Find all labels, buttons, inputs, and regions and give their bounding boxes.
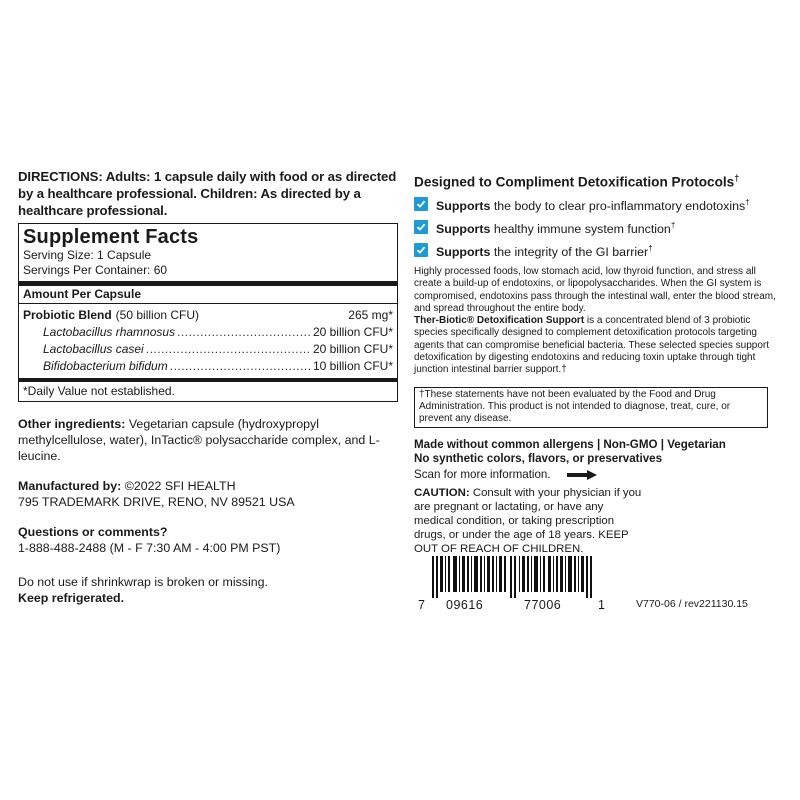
- benefit-item: [414, 195, 786, 214]
- caution-label: CAUTION:: [414, 487, 470, 500]
- benefit-bold: Supports: [436, 198, 491, 213]
- benefit-bold: Supports: [436, 244, 491, 259]
- left-column: [18, 168, 398, 606]
- dagger-mark: †: [745, 197, 750, 207]
- ingredient-amount: 20 billion CFU*: [312, 325, 393, 339]
- supplement-facts-title: Supplement Facts: [23, 226, 199, 248]
- other-ingredients-label: Other ingredients:: [18, 417, 126, 431]
- ingredient-row: [23, 341, 393, 358]
- scan-prompt: [414, 468, 786, 482]
- manufacturer-label: Manufactured by:: [18, 479, 122, 493]
- servings-per-container: Servings Per Container: 60: [23, 263, 168, 277]
- version-code: V770-06 / rev221130.15: [636, 598, 748, 610]
- barcode-digit-first: 7: [418, 598, 426, 612]
- dagger-mark: †: [734, 173, 740, 183]
- leader-dots: [170, 358, 311, 375]
- benefit-item: [414, 241, 786, 260]
- storage-block: [18, 574, 398, 606]
- description-paragraph: [414, 266, 786, 377]
- checkmark-icon: [414, 243, 428, 257]
- dagger-mark: †: [648, 243, 653, 253]
- checkmark-icon: [414, 197, 428, 211]
- questions-label: Questions or comments?: [18, 525, 168, 539]
- allergen-info: [414, 438, 786, 466]
- barcode-icon: [428, 556, 608, 598]
- benefit-bold: Supports: [436, 221, 491, 236]
- ingredient-name: Lactobacillus rhamnosus: [43, 325, 176, 339]
- benefit-item: [414, 218, 786, 237]
- blend-amount: 265 mg*: [348, 308, 393, 322]
- probiotic-blend-row: [23, 307, 393, 324]
- shrinkwrap-warning: Do not use if shrinkwrap is broken or missing.: [18, 575, 268, 589]
- blend-name: Probiotic Blend: [23, 308, 112, 322]
- barcode-group-right: 77006: [524, 598, 562, 612]
- other-ingredients: [18, 416, 398, 464]
- directions-text: DIRECTIONS: Adults: 1 capsule daily with food or as directed by a healthcare professional. Children: As directed by a healthcare professional.: [18, 169, 397, 218]
- fda-disclaimer: †These statements have not been evaluated by the Food and Drug Administration. This product is not intended to diagnose, treat, cure, or prevent any disease.: [414, 387, 768, 429]
- right-column: [414, 168, 786, 556]
- manufacturer-name: ©2022 SFI HEALTH: [121, 479, 236, 493]
- serving-size: Serving Size: 1 Capsule: [23, 248, 152, 262]
- caution-text: Consult with your physician if you are pregnant or lactating, or have any medical condition, or taking prescription drugs, or under the age of 18 years. KEEP OUT OF REACH OF CHILDREN.: [414, 487, 642, 556]
- product-name: Ther-Biotic® Detoxification Support: [414, 315, 585, 327]
- blend-cfu: (50 billion CFU): [115, 308, 200, 322]
- benefit-text: the integrity of the GI barrier: [490, 244, 649, 259]
- ingredient-name: Bifidobacterium bifidum: [43, 359, 168, 373]
- ingredient-amount: 10 billion CFU*: [312, 359, 393, 373]
- allergen-line-2: No synthetic colors, flavors, or preservatives: [414, 452, 663, 466]
- amount-per-capsule-header: Amount Per Capsule: [23, 287, 142, 301]
- ingredient-name: Lactobacillus casei: [43, 342, 144, 356]
- dagger-mark: †: [670, 220, 676, 230]
- manufacturer-address: 795 TRADEMARK DRIVE, RENO, NV 89521 USA: [18, 495, 295, 509]
- phone-number: 1-888-488-2488 (M - F 7:30 AM - 4:00 PM PST): [18, 541, 281, 555]
- ingredient-amount: 20 billion CFU*: [312, 342, 393, 356]
- checkmark-icon: [414, 220, 428, 234]
- other-ingredients-text: Vegetarian capsule (hydroxypropyl methylcellulose, water), InTactic® polysaccharide complex, and L-leucine.: [18, 417, 380, 463]
- benefit-text: the body to clear pro-inflammatory endotoxins: [490, 198, 746, 213]
- barcode-digit-last: 1: [598, 598, 606, 612]
- description-text-2: is a concentrated blend of 3 probiotic species specifically designed to complement detoxification protocols targeting agents that can compromise beneficial bacteria. These selected species support detoxification by digesting endotoxins and reducing toxin uptake through tight junction intestinal barrier support.†: [414, 315, 770, 376]
- upc-barcode: [414, 556, 794, 616]
- arrow-right-icon: [567, 470, 597, 480]
- ingredient-row: [23, 324, 393, 341]
- refrigerate-note: Keep refrigerated.: [18, 591, 125, 605]
- benefit-text: healthy immune system function: [490, 221, 671, 236]
- manufacturer-block: [18, 478, 398, 510]
- questions-block: [18, 524, 398, 556]
- allergen-line-1: Made without common allergens | Non-GMO | Vegetarian: [414, 438, 726, 452]
- description-text-1: Highly processed foods, low stomach acid, low thyroid function, and stress all create a build-up of endotoxins, or lipopolysaccharides. When the GI system is compromised, endotoxins pass through the intestinal wall, enter the blood stream, and spread throughout the entire body.: [414, 265, 776, 314]
- daily-value-note: *Daily Value not established.: [23, 384, 175, 398]
- ingredient-row: [23, 358, 393, 375]
- barcode-group-left: 09616: [446, 598, 484, 612]
- leader-dots: [146, 341, 311, 358]
- leader-dots: [177, 324, 311, 341]
- scan-text: Scan for more information.: [414, 468, 551, 482]
- benefits-title-text: Designed to Compliment Detoxification Protocols: [414, 174, 735, 190]
- caution-block: [414, 486, 644, 556]
- benefits-title: [414, 170, 786, 191]
- thin-divider: [19, 303, 397, 304]
- supplement-facts-panel: [18, 223, 398, 402]
